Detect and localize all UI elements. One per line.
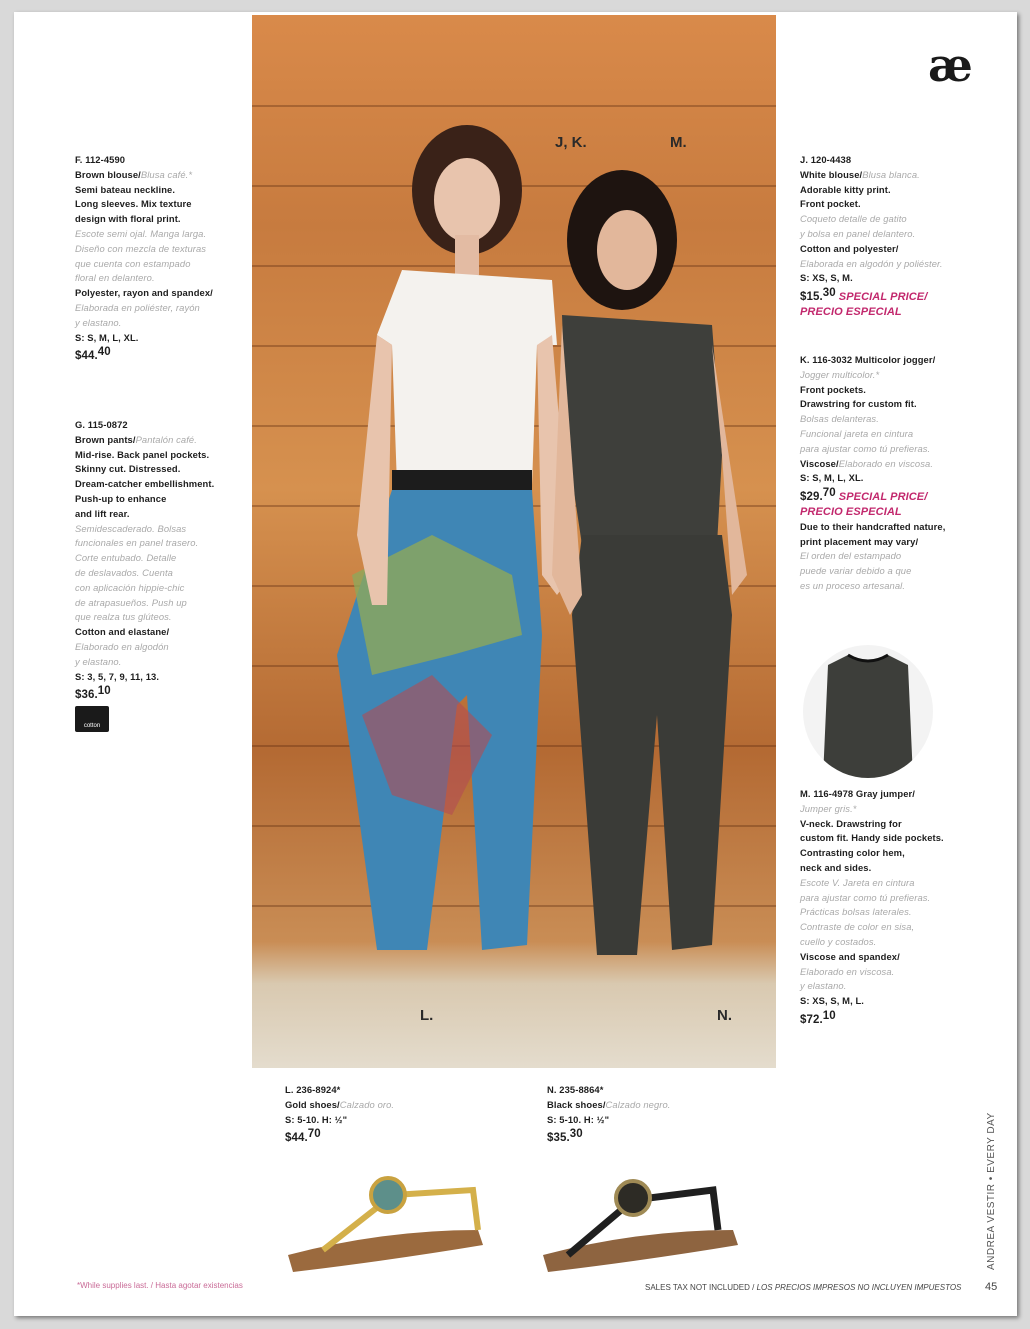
line-text: custom fit. Handy side pockets. — [800, 832, 944, 844]
line-text: Elaborada en algodón y poliéster. — [800, 257, 943, 269]
line-text: Drawstring for custom fit. — [800, 398, 917, 410]
product-line — [75, 477, 245, 492]
product-line — [800, 427, 970, 442]
product-line — [800, 168, 970, 183]
line-text: Due to their handcrafted nature, — [800, 520, 946, 532]
photo-label-l: L. — [420, 1007, 434, 1024]
line-text: Mid-rise. Back panel pockets. — [75, 448, 210, 460]
line-text: Cotton and elastane/ — [75, 626, 170, 638]
product-f — [75, 153, 245, 364]
section-title: ANDREA VESTIR • EVERY DAY — [986, 1112, 997, 1270]
product-line — [285, 1098, 455, 1113]
line-text: Calzado negro. — [605, 1098, 671, 1110]
product-line — [75, 625, 245, 640]
price-cents: 30 — [569, 1128, 583, 1141]
line-text: Calzado oro. — [339, 1098, 395, 1110]
product-line — [800, 817, 970, 832]
line-text: Bolsas delanteras. — [800, 413, 879, 425]
line-text: Corte entubado. Detalle — [75, 552, 177, 564]
product-line — [800, 846, 970, 861]
special-price-label: SPECIAL PRICE/ — [838, 291, 928, 304]
line-text: para ajustar como tú prefieras. — [800, 891, 931, 903]
line-text: Contrasting color hem, — [800, 847, 905, 859]
product-line — [75, 462, 245, 477]
price-cents: 10 — [822, 1009, 836, 1022]
product-line — [800, 876, 970, 891]
product-line — [75, 684, 245, 703]
product-line — [800, 197, 970, 212]
product-line — [75, 581, 245, 596]
product-line — [800, 935, 970, 950]
product-line — [800, 183, 970, 198]
line-text: S: S, M, L, XL. — [75, 331, 139, 343]
line-text: S: XS, S, M, L. — [800, 995, 865, 1007]
line-text: Brown blouse/ — [75, 168, 141, 180]
product-line — [75, 655, 245, 670]
line-text: V-neck. Drawstring for — [800, 817, 902, 829]
line-text: N. 235-8864* — [547, 1084, 604, 1095]
model-right — [552, 170, 747, 955]
product-line — [800, 383, 970, 398]
line-text: para ajustar como tú prefieras. — [800, 442, 931, 454]
line-text: F. 112-4590 — [75, 154, 126, 165]
line-text: Dream-catcher embellishment. — [75, 478, 215, 490]
product-line — [800, 831, 970, 846]
line-text: Jumper gris.* — [800, 802, 857, 814]
line-text: Pantalón café. — [135, 433, 197, 445]
product-line — [75, 492, 245, 507]
product-line — [800, 212, 970, 227]
product-line — [75, 522, 245, 537]
line-text: M. 116-4978 Gray jumper/ — [800, 788, 915, 799]
price-cents: 70 — [822, 487, 836, 500]
product-line — [75, 316, 245, 331]
product-g — [75, 418, 245, 703]
product-line — [800, 305, 970, 320]
line-text: $72. — [800, 1014, 823, 1027]
product-k — [800, 353, 970, 594]
line-text: Escote V. Jareta en cintura — [800, 876, 915, 888]
product-line — [75, 551, 245, 566]
line-text: and lift rear. — [75, 507, 130, 519]
product-line — [75, 418, 245, 433]
line-text: de deslavados. Cuenta — [75, 566, 174, 578]
product-line — [800, 520, 970, 535]
line-text: El orden del estampado — [800, 550, 902, 562]
line-text: y elastano. — [75, 316, 122, 328]
black-sandal-image — [538, 1160, 748, 1280]
product-n — [547, 1083, 717, 1146]
line-text: Funcional jareta en cintura — [800, 427, 914, 439]
product-line — [75, 345, 245, 364]
product-line — [75, 610, 245, 625]
line-text: Elaborado en viscosa. — [800, 965, 895, 977]
product-line — [800, 353, 970, 368]
product-line — [800, 549, 970, 564]
tax-note-en: SALES TAX NOT INCLUDED / — [645, 1283, 757, 1292]
line-text: Escote semi ojal. Manga larga. — [75, 227, 207, 239]
product-line — [547, 1083, 717, 1098]
product-line — [800, 979, 970, 994]
product-line — [75, 257, 245, 272]
line-text: print placement may vary/ — [800, 535, 919, 547]
line-text: S: 5-10. H: ½" — [285, 1113, 348, 1125]
line-text: Elaborado en algodón — [75, 640, 169, 652]
line-text: Semi bateau neckline. — [75, 183, 176, 195]
product-line — [75, 212, 245, 227]
product-line — [800, 1009, 970, 1028]
special-price-label: SPECIAL PRICE/ — [838, 491, 928, 504]
line-text: Push-up to enhance — [75, 492, 167, 504]
line-text: y elastano. — [75, 655, 122, 667]
supplies-note: *While supplies last. / Hasta agotar existencias — [77, 1281, 243, 1290]
jumper-back-photo — [803, 645, 933, 778]
product-line — [75, 168, 245, 183]
line-text: G. 115-0872 — [75, 419, 128, 430]
product-line — [75, 640, 245, 655]
line-text: que realza tus glúteos. — [75, 611, 172, 623]
photo-label-jk: J, K. — [555, 134, 587, 151]
line-text: Cotton and polyester/ — [800, 242, 899, 254]
product-line — [800, 905, 970, 920]
line-text: PRECIO ESPECIAL — [800, 306, 902, 319]
line-text: funcionales en panel trasero. — [75, 537, 199, 549]
line-text: de atrapasueños. Push up — [75, 596, 187, 608]
line-text: Viscose and spandex/ — [800, 950, 900, 962]
product-line — [800, 965, 970, 980]
line-text: $36. — [75, 689, 98, 702]
line-text: Jogger multicolor.* — [800, 368, 880, 380]
line-text: Contraste de color en sisa, — [800, 921, 915, 933]
line-text: que cuenta con estampado — [75, 257, 191, 269]
price-cents: 70 — [307, 1128, 321, 1141]
line-text: Elaborada en poliéster, rayón — [75, 301, 200, 313]
line-text: Adorable kitty print. — [800, 183, 891, 195]
product-line — [547, 1098, 717, 1113]
product-line — [800, 891, 970, 906]
line-text: Skinny cut. Distressed. — [75, 463, 181, 475]
photo-label-n: N. — [717, 1007, 732, 1024]
product-line — [75, 433, 245, 448]
line-text: es un proceso artesanal. — [800, 580, 906, 592]
tax-note-es: LOS PRECIOS IMPRESOS NO INCLUYEN IMPUESTOS — [756, 1283, 962, 1292]
line-text: Gold shoes/ — [285, 1098, 340, 1110]
line-text: $35. — [547, 1132, 570, 1145]
product-line — [75, 227, 245, 242]
product-line — [75, 242, 245, 257]
product-line — [800, 242, 970, 257]
line-text: Front pockets. — [800, 383, 866, 395]
product-line — [75, 536, 245, 551]
line-text: Elaborado en viscosa. — [838, 457, 934, 469]
product-line — [800, 257, 970, 272]
product-line — [800, 994, 970, 1009]
product-line — [800, 457, 970, 472]
line-text: PRECIO ESPECIAL — [800, 506, 902, 519]
tax-note — [645, 1283, 961, 1292]
line-text: design with floral print. — [75, 213, 181, 225]
line-text: Black shoes/ — [547, 1098, 606, 1110]
line-text: Viscose/ — [800, 457, 839, 469]
line-text: $29. — [800, 491, 823, 504]
line-text: Long sleeves. Mix texture — [75, 198, 192, 210]
product-line — [800, 535, 970, 550]
product-line — [75, 331, 245, 346]
product-line — [800, 564, 970, 579]
product-line — [800, 442, 970, 457]
product-line — [800, 153, 970, 168]
product-line — [75, 153, 245, 168]
product-j — [800, 153, 970, 320]
product-line — [800, 471, 970, 486]
line-text: puede variar debido a que — [800, 565, 912, 577]
product-line — [75, 596, 245, 611]
product-line — [800, 368, 970, 383]
product-line — [800, 579, 970, 594]
product-line — [75, 448, 245, 463]
product-line — [285, 1127, 455, 1146]
line-text: S: S, M, L, XL. — [800, 472, 864, 484]
price-cents: 30 — [822, 287, 836, 300]
line-text: neck and sides. — [800, 861, 872, 873]
line-text: Front pocket. — [800, 198, 861, 210]
line-text: Prácticas bolsas laterales. — [800, 906, 912, 918]
product-line — [800, 861, 970, 876]
line-text: S: 5-10. H: ½" — [547, 1113, 610, 1125]
product-line — [800, 920, 970, 935]
product-line — [547, 1113, 717, 1128]
line-text: Polyester, rayon and spandex/ — [75, 287, 213, 299]
line-text: White blouse/ — [800, 168, 863, 180]
product-line — [75, 301, 245, 316]
photo-label-m: M. — [670, 134, 687, 151]
product-line — [800, 802, 970, 817]
line-text: Coqueto detalle de gatito — [800, 213, 907, 225]
product-line — [800, 397, 970, 412]
line-text: Brown pants/ — [75, 433, 136, 445]
line-text: Blusa blanca. — [862, 168, 920, 180]
line-text: floral en delantero. — [75, 272, 155, 284]
product-line — [285, 1083, 455, 1098]
model-left — [337, 125, 572, 950]
cotton-logo: cotton — [75, 706, 109, 732]
product-line — [75, 670, 245, 685]
price-cents: 10 — [97, 685, 111, 698]
product-l — [285, 1083, 455, 1146]
product-line — [75, 566, 245, 581]
product-line — [75, 271, 245, 286]
product-line — [800, 787, 970, 802]
product-line — [75, 183, 245, 198]
line-text: $44. — [75, 350, 98, 363]
price-cents: 40 — [97, 346, 111, 359]
product-line — [800, 227, 970, 242]
product-line — [75, 197, 245, 212]
models-photo — [252, 15, 776, 1068]
page-number: 45 — [985, 1281, 998, 1293]
product-line — [800, 505, 970, 520]
logo: æ — [928, 38, 973, 92]
product-line — [285, 1113, 455, 1128]
line-text: y bolsa en panel delantero. — [800, 227, 916, 239]
line-text: L. 236-8924* — [285, 1084, 341, 1095]
line-text: J. 120-4438 — [800, 154, 852, 165]
product-m — [800, 787, 970, 1028]
product-line — [800, 486, 970, 505]
line-text: cuello y costados. — [800, 935, 877, 947]
product-line — [800, 412, 970, 427]
product-line — [75, 286, 245, 301]
line-text: $15. — [800, 291, 823, 304]
line-text: Diseño con mezcla de texturas — [75, 242, 207, 254]
product-line — [800, 271, 970, 286]
line-text: y elastano. — [800, 980, 847, 992]
line-text: Blusa café.* — [140, 168, 193, 180]
product-line — [75, 507, 245, 522]
line-text: con aplicación hippie-chic — [75, 581, 185, 593]
line-text: K. 116-3032 Multicolor jogger/ — [800, 354, 936, 365]
line-text: S: XS, S, M. — [800, 272, 853, 284]
line-text: Semidescaderado. Bolsas — [75, 522, 187, 534]
product-line — [800, 286, 970, 305]
product-line — [547, 1127, 717, 1146]
product-line — [800, 950, 970, 965]
line-text: S: 3, 5, 7, 9, 11, 13. — [75, 670, 160, 682]
line-text: $44. — [285, 1132, 308, 1145]
gold-sandal-image — [283, 1160, 493, 1280]
